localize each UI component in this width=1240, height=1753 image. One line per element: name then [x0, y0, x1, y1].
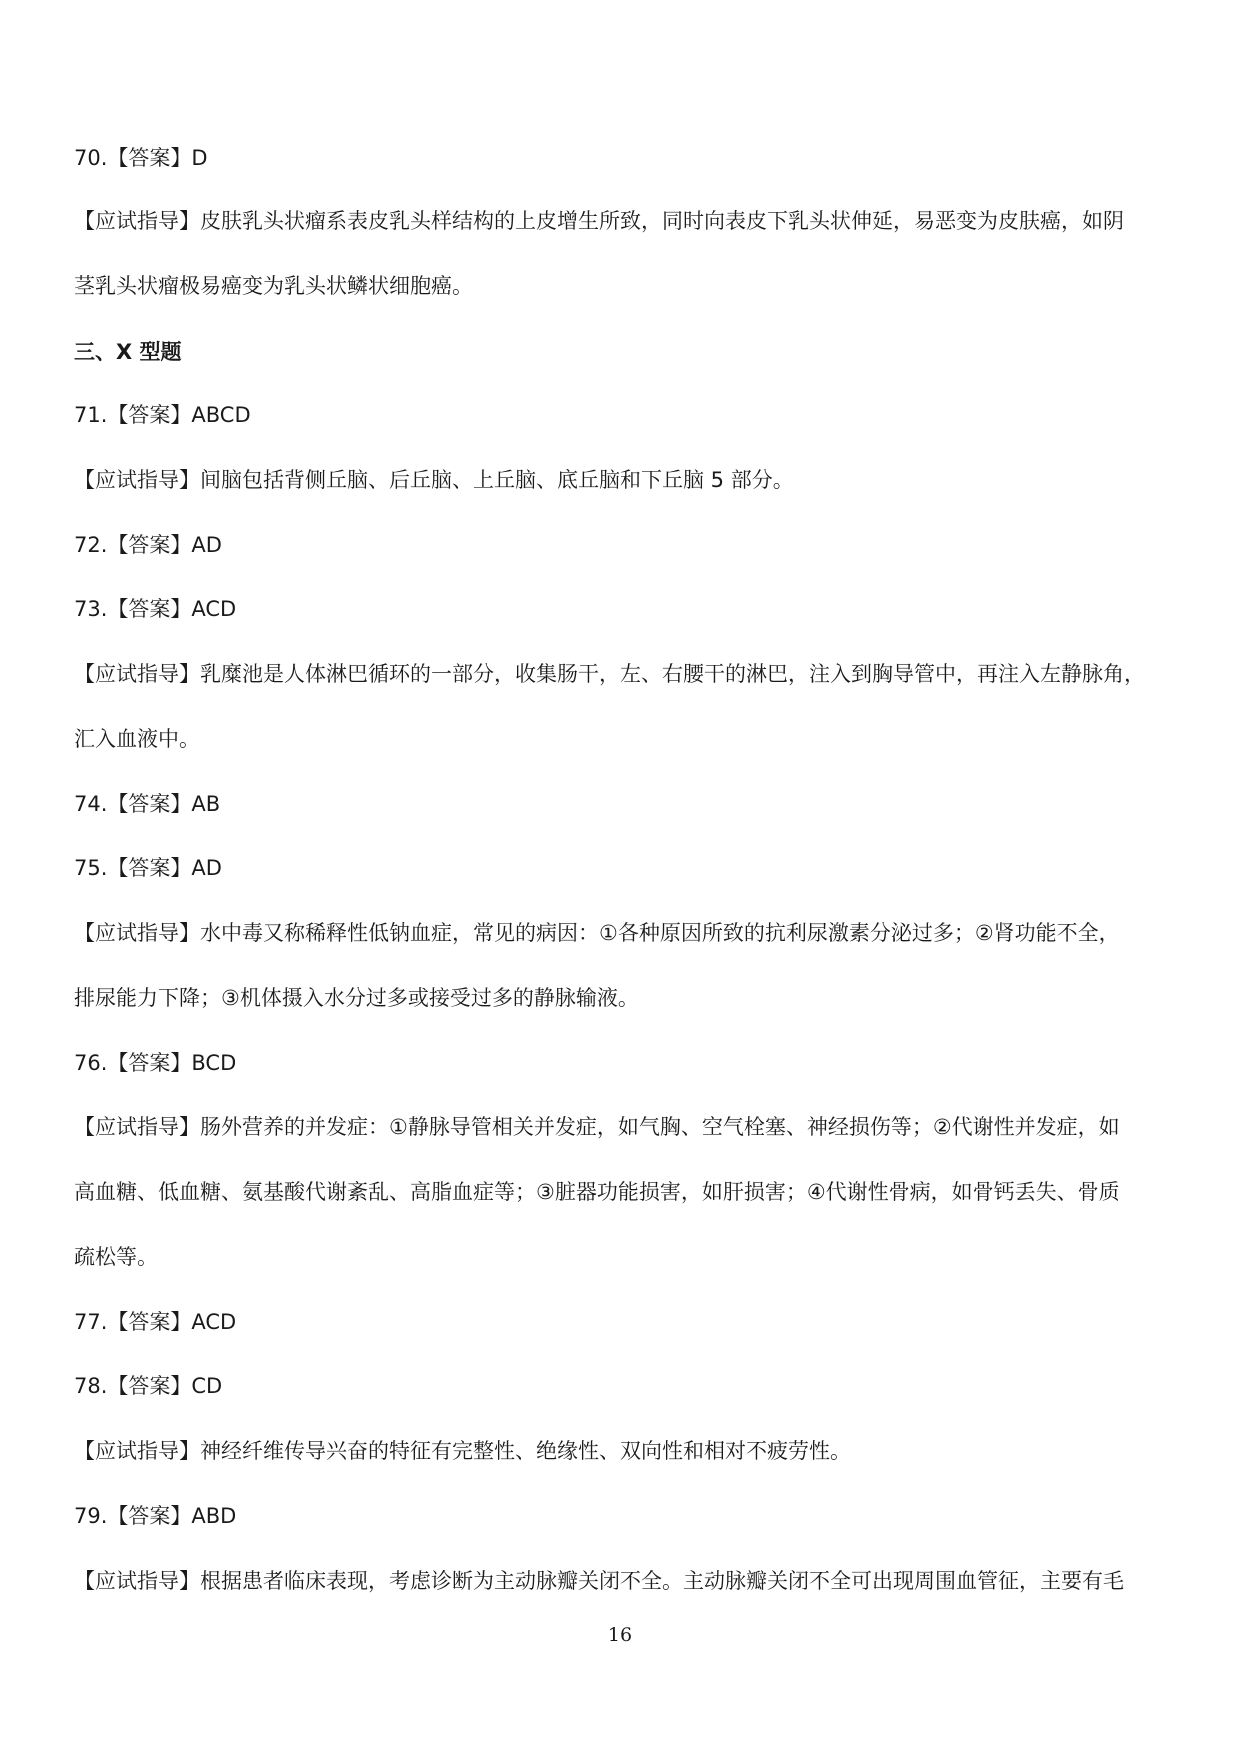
guide-78: 【应试指导】神经纤维传导兴奋的特征有完整性、绝缘性、双向性和相对不疲劳性。 — [74, 1439, 851, 1463]
guide-73-line-2: 汇入血液中。 — [74, 727, 200, 751]
guide-70-line-2: 茎乳头状瘤极易癌变为乳头状鳞状细胞癌。 — [74, 274, 473, 298]
answer-71: 71.【答案】ABCD — [74, 403, 251, 427]
guide-71: 【应试指导】间脑包括背侧丘脑、后丘脑、上丘脑、底丘脑和下丘脑 5 部分。 — [74, 468, 794, 492]
guide-73-line-1: 【应试指导】乳糜池是人体淋巴循环的一部分，收集肠干，左、右腰干的淋巴，注入到胸导管中，再注入左静脉角， — [74, 662, 1145, 686]
guide-76-line-1: 【应试指导】肠外营养的并发症：①静脉导管相关并发症，如气胸、空气栓塞、神经损伤等；②代谢性并发症，如 — [74, 1115, 1120, 1139]
guide-75-line-2: 排尿能力下降；③机体摄入水分过多或接受过多的静脉输液。 — [74, 986, 639, 1010]
answer-70: 70.【答案】D — [74, 146, 208, 170]
answer-79: 79.【答案】ABD — [74, 1504, 237, 1528]
answer-77: 77.【答案】ACD — [74, 1310, 237, 1334]
section-heading: 三、X 型题 — [74, 340, 182, 364]
guide-70-line-1: 【应试指导】皮肤乳头状瘤系表皮乳头样结构的上皮增生所致，同时向表皮下乳头状伸延，易恶变为皮肤癌，如阴 — [74, 209, 1124, 233]
answer-75: 75.【答案】AD — [74, 856, 222, 880]
page-number: 16 — [607, 1624, 633, 1646]
guide-75-line-1: 【应试指导】水中毒又称稀释性低钠血症，常见的病因：①各种原因所致的抗利尿激素分泌过多；②肾功能不全， — [74, 921, 1120, 945]
answer-78: 78.【答案】CD — [74, 1374, 223, 1398]
guide-79-line-1: 【应试指导】根据患者临床表现，考虑诊断为主动脉瓣关闭不全。主动脉瓣关闭不全可出现周围血管征，主要有毛 — [74, 1569, 1124, 1593]
guide-76-line-2: 高血糖、低血糖、氨基酸代谢紊乱、高脂血症等；③脏器功能损害，如肝损害；④代谢性骨病，如骨钙丢失、骨质 — [74, 1180, 1120, 1204]
answer-76: 76.【答案】BCD — [74, 1051, 237, 1075]
answer-73: 73.【答案】ACD — [74, 597, 237, 621]
answer-74: 74.【答案】AB — [74, 792, 221, 816]
answer-72: 72.【答案】AD — [74, 533, 222, 557]
guide-76-line-3: 疏松等。 — [74, 1245, 158, 1269]
